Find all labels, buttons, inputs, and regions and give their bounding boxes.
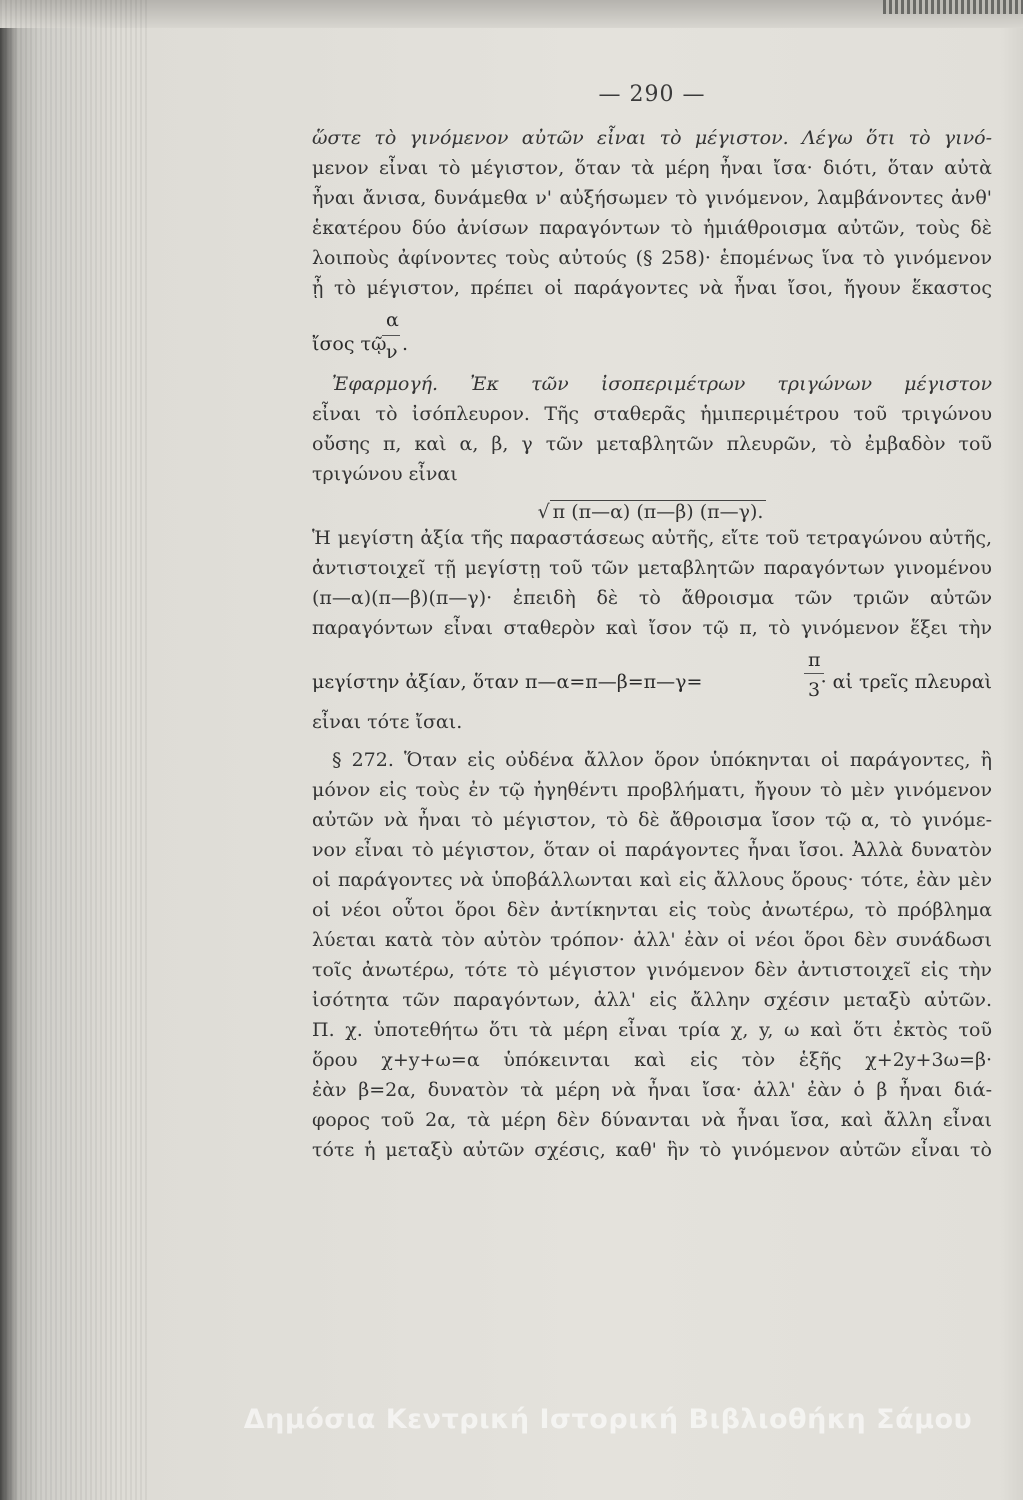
fraction-denominator: 3 xyxy=(808,679,821,701)
text-line: ἰσότητα τῶν παραγόντων, ἀλλ' εἰς ἄλλην σχέσιν μεταξὺ αὐτῶν. xyxy=(312,989,992,1011)
page-text xyxy=(312,82,992,1171)
text-line: ἑκατέρου δύο ἀνίσων παραγόντων τὸ ἡμιάθροισμα αὐτῶν, τοὺς δὲ xyxy=(312,217,992,239)
page-number: — 290 — xyxy=(598,82,706,107)
text-line: τριγώνου εἶναι xyxy=(312,463,458,485)
text-line: νον εἶναι τὸ μέγιστον, ὅταν οἱ παράγοντες ἦναι ἴσοι. Ἀλλὰ δυνατὸν xyxy=(312,839,992,861)
text-line: παραγόντων εἶναι σταθερὸν καὶ ἴσον τῷ π, τὸ γινόμενον ἕξει τὴν xyxy=(312,617,992,639)
text-line: τότε ἡ μεταξὺ αὐτῶν σχέσις, καθ' ἣν τὸ γινόμενον αὐτῶν εἶναι τὸ xyxy=(312,1139,992,1161)
application-paragraph xyxy=(312,375,992,495)
text-line: λύεται κατὰ τὸν αὐτὸν τρόπον· ἀλλ' ἐὰν οἱ νέοι ὅροι δὲν συνάδωσι xyxy=(312,929,992,951)
text-line: ὥστε τὸ γινόμενον αὐτῶν εἶναι τὸ μέγιστον. Λέγω ὅτι τὸ γινό- xyxy=(312,127,992,149)
text-line: μενον εἶναι τὸ μέγιστον, ὅταν τὰ μέρη ἦναι ἴσα· διότι, ὅταν αὐτὰ xyxy=(312,157,992,179)
text-line: μόνον εἰς τοὺς ἐν τῷ ἠγηθέντι προβλήματι, ἤγουν τὸ μὲν γινόμενον xyxy=(312,779,992,801)
text-line: ᾖ τὸ μέγιστον, πρέπει οἱ παράγοντες νὰ ἦναι ἴσοι, ἤγουν ἕκαστος xyxy=(312,277,992,299)
fraction-denominator: ν xyxy=(386,341,398,363)
page-top-edge xyxy=(0,0,1023,28)
fraction-period: . xyxy=(402,333,409,355)
max-line-prefix: μεγίστην ἀξίαν, ὅταν π—α=π—β=π—γ= xyxy=(312,671,703,693)
radicand: π (π—α) (π—β) (π—γ). xyxy=(550,500,767,523)
fraction-numerator: α xyxy=(386,309,399,331)
text-line: Π. χ. ὑποτεθήτω ὅτι τὰ μέρη εἶναι τρία χ, y, ω καὶ ὅτι ἐκτὸς τοῦ xyxy=(312,1019,992,1041)
heron-formula xyxy=(312,495,992,529)
paragraph-3 xyxy=(312,751,992,1171)
fraction-line-1 xyxy=(312,309,992,369)
paragraph-1 xyxy=(312,129,992,309)
text-line: τοῖς ἀνωτέρω, τότε τὸ μέγιστον γινόμενον δὲν ἀντιστοιχεῖ εἰς τὴν xyxy=(312,959,992,981)
text-line: ὅρου χ+y+ω=α ὑπόκεινται καὶ εἰς τὸν ἑξῆς χ+2y+3ω=β· xyxy=(312,1049,992,1071)
text-line: οὔσης π, καὶ α, β, γ τῶν μεταβλητῶν πλευρῶν, τὸ ἐμβαδὸν τοῦ xyxy=(312,433,992,455)
text-line: φορος τοῦ 2α, τὰ μέρη δὲν δύνανται νὰ ἦναι ἴσα, καὶ ἄλλη εἶναι xyxy=(312,1109,992,1131)
text-line: ἀντιστοιχεῖ τῇ μεγίστῃ τοῦ τῶν μεταβλητῶν παραγόντων γινομένου xyxy=(312,557,992,579)
text-line: ἐὰν β=2α, δυνατὸν τὰ μέρη νὰ ἦναι ἴσα· ἀλλ' ἐὰν ὁ β ἦναι διά- xyxy=(312,1079,992,1101)
radical-sign: √ xyxy=(537,501,550,523)
section-272-heading-line: § 272. Ὅταν εἰς οὐδένα ἄλλον ὅρον ὑπόκηνται οἱ παράγοντες, ἢ xyxy=(332,749,992,771)
stacked-page-edges xyxy=(0,0,150,1500)
fraction-numerator: π xyxy=(808,649,821,671)
text-line: εἶναι τότε ἴσαι. xyxy=(312,711,463,733)
text-line: οἱ νέοι οὗτοι ὅροι δὲν ἀντίκηνται εἰς τοὺς ἀνωτέρω, τὸ πρόβλημα xyxy=(312,899,992,921)
library-watermark: Δημόσια Κεντρική Ιστορική Βιβλιοθήκη Σάμου xyxy=(243,1404,973,1435)
text-line: αὐτῶν νὰ ἦναι τὸ μέγιστον, τὸ δὲ ἄθροισμα ἴσον τῷ α, τὸ γινόμε- xyxy=(312,809,992,831)
book-spine-edge xyxy=(883,0,1023,14)
equal-prefix: ἴσος τῷ xyxy=(312,333,387,355)
paragraph-2 xyxy=(312,529,992,649)
text-line: Ἐφαρμογή. Ἐκ τῶν ἰσοπεριμέτρων τριγώνων μέγιστον xyxy=(332,373,992,395)
text-line: λοιποὺς ἀφίνοντες τοὺς αὐτούς (§ 258)· ἑπομένως ἵνα τὸ γινόμενον xyxy=(312,247,992,269)
text-line: οἱ παράγοντες νὰ ὑποβάλλωνται καὶ εἰς ἄλλους ὅρους· τότε, ἐὰν μὲν xyxy=(312,869,992,891)
text-line: εἶναι τὸ ἰσόπλευρον. Τῆς σταθερᾶς ἡμιπεριμέτρου τοῦ τριγώνου xyxy=(312,403,992,425)
fraction-bar xyxy=(382,335,400,336)
text-line: ἦναι ἄνισα, δυνάμεθα ν' αὐξήσωμεν τὸ γινόμενον, λαμβάνοντες ἀνθ' xyxy=(312,187,992,209)
max-line-suffix: · αἱ τρεῖς πλευραὶ xyxy=(820,671,992,693)
text-line: (π—α)(π—β)(π—γ)· ἐπειδὴ δὲ τὸ ἄθροισμα τῶν τριῶν αὐτῶν xyxy=(312,587,992,609)
text-line: Ἡ μεγίστη ἀξία τῆς παραστάσεως αὐτῆς, εἴτε τοῦ τετραγώνου αὐτῆς, xyxy=(312,527,992,549)
fraction-line-2 xyxy=(312,649,992,709)
